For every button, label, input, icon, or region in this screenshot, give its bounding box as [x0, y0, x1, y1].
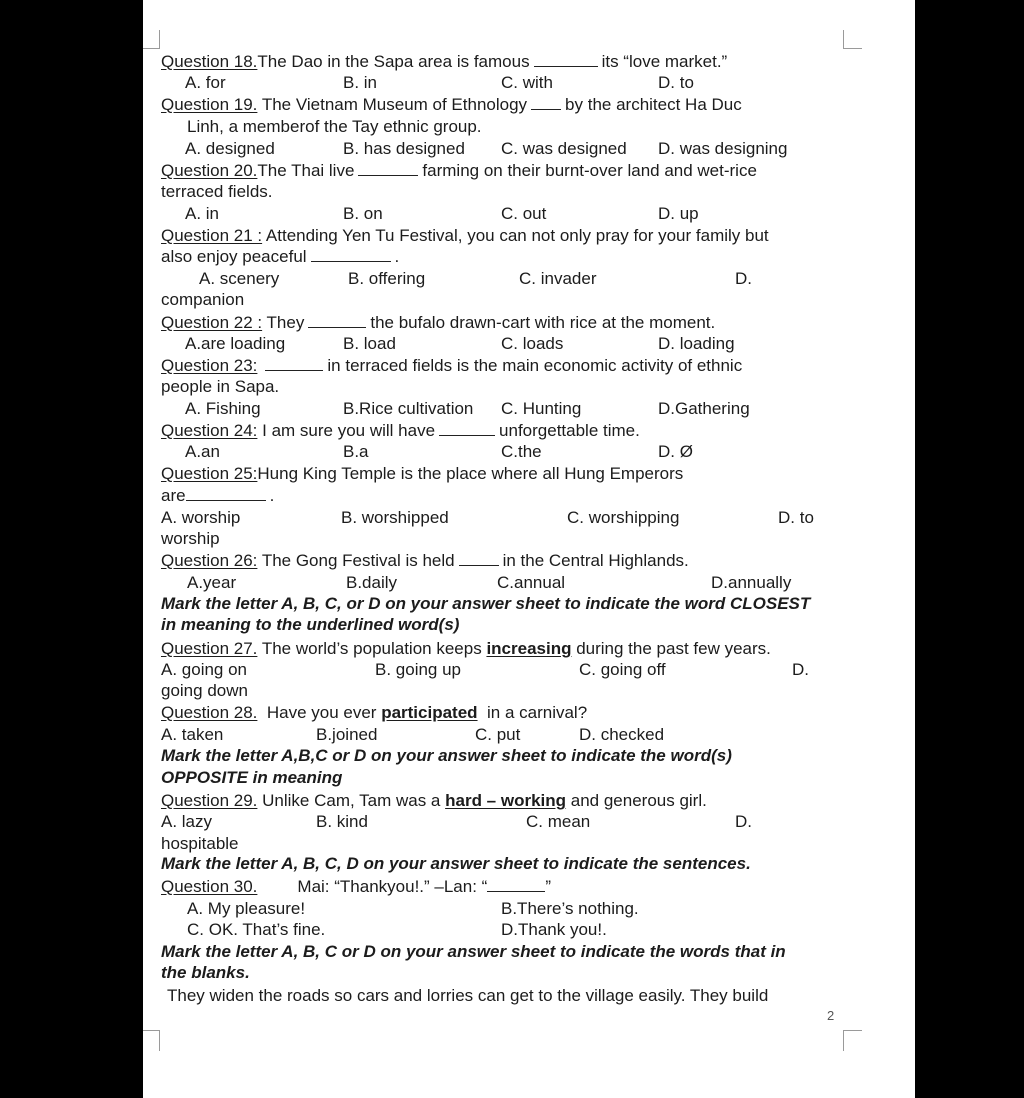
question-25-options: [161, 507, 851, 529]
instruction-blanks: Mark the letter A, B, C or D on your answer sheet to indicate the words that in: [161, 942, 786, 961]
answer-blank: [308, 314, 366, 328]
option-c: C. worshipping: [567, 508, 680, 527]
question-27-option-d-cont: going down: [161, 681, 248, 700]
option-c: C. out: [501, 204, 547, 223]
answer-blank: [459, 552, 499, 566]
option-a: A. going on: [161, 660, 248, 679]
option-c: C. loads: [501, 334, 564, 353]
answer-blank: [534, 53, 598, 67]
instruction-closest: Mark the letter A, B, C, or D on your answer sheet to indicate the word CLOSEST: [161, 594, 811, 613]
question-20-stem-cont: terraced fields.: [161, 182, 273, 201]
question-27-options: [161, 659, 851, 681]
option-c: C. going off: [579, 660, 666, 679]
option-b: B. kind: [316, 812, 368, 831]
option-c: C. was designed: [501, 139, 627, 158]
option-d: D.Gathering: [658, 399, 750, 418]
option-b: B. in: [343, 73, 378, 92]
option-d: D. loading: [658, 334, 735, 353]
crop-mark-top-right: [843, 30, 862, 49]
option-d: D. up: [658, 204, 699, 223]
underlined-word: increasing: [486, 639, 572, 658]
option-b: B. on: [343, 204, 383, 223]
question-23-options: [161, 398, 851, 420]
question-30-options-row-1: [161, 898, 851, 920]
crop-mark-bottom-left: [143, 1030, 160, 1051]
option-b: B.joined: [316, 725, 378, 744]
option-b: B. going up: [375, 660, 462, 679]
question-25-option-d-cont: worship: [161, 529, 220, 548]
option-a: A. My pleasure!: [187, 899, 306, 918]
question-20-stem: Question 20.The Thai live farming on their burnt-over land and wet-rice: [161, 161, 757, 180]
question-21-stem-cont: also enjoy peaceful .: [161, 247, 400, 266]
option-a: A. scenery: [199, 269, 280, 288]
question-28-options: [161, 724, 851, 746]
question-20-options: [161, 203, 851, 225]
option-a: A. taken: [161, 725, 224, 744]
question-label: Question 26:: [161, 551, 258, 570]
question-23-stem-cont: people in Sapa.: [161, 377, 280, 396]
option-a: A. designed: [185, 139, 275, 158]
question-label: Question 21 :: [161, 226, 263, 245]
option-b: B. worshipped: [341, 508, 449, 527]
question-19-stem-cont: Linh, a memberof the Tay ethnic group.: [187, 117, 482, 136]
option-c: C. OK. That’s fine.: [187, 920, 326, 939]
option-c: C. Hunting: [501, 399, 582, 418]
question-label: Question 20.: [161, 161, 258, 180]
question-25-stem-cont: are .: [161, 486, 275, 505]
question-26-options: [161, 572, 851, 594]
question-21-options: [161, 268, 851, 290]
question-29-options: [161, 811, 851, 833]
answer-blank: [265, 357, 323, 371]
instruction-opposite-cont: OPPOSITE in meaning: [161, 768, 343, 787]
option-d: D. to: [658, 73, 694, 92]
option-c: C. put: [475, 725, 521, 744]
option-c: C. with: [501, 73, 553, 92]
option-d: D. was designing: [658, 139, 788, 158]
question-18-options: [161, 72, 851, 94]
option-d: D.: [735, 269, 752, 288]
answer-blank: [186, 487, 266, 501]
option-d: D.: [792, 660, 809, 679]
question-label: Question 22 :: [161, 313, 263, 332]
answer-blank: [487, 878, 545, 892]
option-b: B.a: [343, 442, 369, 461]
crop-mark-bottom-right: [843, 1030, 862, 1051]
option-a: A.year: [187, 573, 237, 592]
question-27-stem: Question 27. The world’s population keeps increasing during the past few years.: [161, 639, 771, 658]
question-29-stem: Question 29. Unlike Cam, Tam was a hard – working and generous girl.: [161, 791, 707, 810]
question-24-stem: Question 24: I am sure you will have unforgettable time.: [161, 421, 640, 440]
option-a: A. worship: [161, 508, 241, 527]
question-21-option-d-cont: companion: [161, 290, 245, 309]
option-b: B. has designed: [343, 139, 465, 158]
document-page: [143, 0, 915, 1098]
question-19-options: [161, 138, 851, 160]
option-a: A.an: [185, 442, 220, 461]
option-d: D.Thank you!.: [501, 920, 607, 939]
question-21-stem: Question 21 : Attending Yen Tu Festival, you can not only pray for your family but: [161, 226, 769, 245]
question-22-options: [161, 333, 851, 355]
option-a: A. lazy: [161, 812, 213, 831]
question-label: Question 29.: [161, 791, 258, 810]
option-b: B.daily: [346, 573, 398, 592]
option-b: B. load: [343, 334, 396, 353]
question-label: Question 30.: [161, 877, 258, 896]
question-30-options-row-2: [161, 919, 851, 941]
option-c: C.annual: [497, 573, 566, 592]
question-25-stem: Question 25:Hung King Temple is the place where all Hung Emperors: [161, 464, 684, 483]
option-c: C. invader: [519, 269, 597, 288]
option-b: B.There’s nothing.: [501, 899, 639, 918]
question-23-stem: Question 23: in terraced fields is the main economic activity of ethnic: [161, 356, 743, 375]
option-a: A. Fishing: [185, 399, 261, 418]
option-b: B. offering: [348, 269, 426, 288]
question-label: Question 19.: [161, 95, 258, 114]
option-d: D. to: [778, 508, 814, 527]
instruction-sentences: Mark the letter A, B, C, D on your answer sheet to indicate the sentences.: [161, 854, 751, 873]
question-label: Question 18.: [161, 52, 258, 71]
crop-mark-top-left: [143, 30, 160, 49]
option-c: C. mean: [526, 812, 591, 831]
question-26-stem: Question 26: The Gong Festival is held in the Central Highlands.: [161, 551, 689, 570]
question-18-stem: Question 18.The Dao in the Sapa area is famous its “love market.”: [161, 52, 728, 71]
option-b: B.Rice cultivation: [343, 399, 474, 418]
instruction-opposite: Mark the letter A,B,C or D on your answer sheet to indicate the word(s): [161, 746, 732, 765]
answer-blank: [439, 422, 495, 436]
question-label: Question 28.: [161, 703, 258, 722]
question-label: Question 27.: [161, 639, 258, 658]
question-label: Question 25:: [161, 464, 258, 483]
underlined-word: hard – working: [445, 791, 567, 810]
option-a: A. for: [185, 73, 226, 92]
reading-passage: They widen the roads so cars and lorries can get to the village easily. They build: [167, 986, 769, 1005]
answer-blank: [311, 248, 391, 262]
underlined-word: participated: [381, 703, 478, 722]
option-d: D. Ø: [658, 442, 693, 461]
option-d: D.: [735, 812, 752, 831]
question-22-stem: Question 22 : They the bufalo drawn-cart with rice at the moment.: [161, 313, 716, 332]
question-24-options: [161, 441, 851, 463]
question-29-option-d-cont: hospitable: [161, 834, 239, 853]
question-28-stem: Question 28. Have you ever participated in a carnival?: [161, 703, 588, 722]
option-d: D.annually: [711, 573, 792, 592]
answer-blank: [358, 162, 418, 176]
question-label: Question 24:: [161, 421, 258, 440]
question-30-stem: Question 30. Mai: “Thankyou!.” –Lan: “ ”: [161, 877, 551, 896]
option-a: A. in: [185, 204, 220, 223]
answer-blank: [531, 96, 561, 110]
instruction-closest-cont: in meaning to the underlined word(s): [161, 615, 460, 634]
page-number: 2: [827, 1008, 835, 1023]
option-c: C.the: [501, 442, 542, 461]
question-19-stem: Question 19. The Vietnam Museum of Ethnology by the architect Ha Duc: [161, 95, 742, 114]
instruction-blanks-cont: the blanks.: [161, 963, 250, 982]
option-d: D. checked: [579, 725, 665, 744]
question-label: Question 23:: [161, 356, 258, 375]
option-a: A.are loading: [185, 334, 286, 353]
